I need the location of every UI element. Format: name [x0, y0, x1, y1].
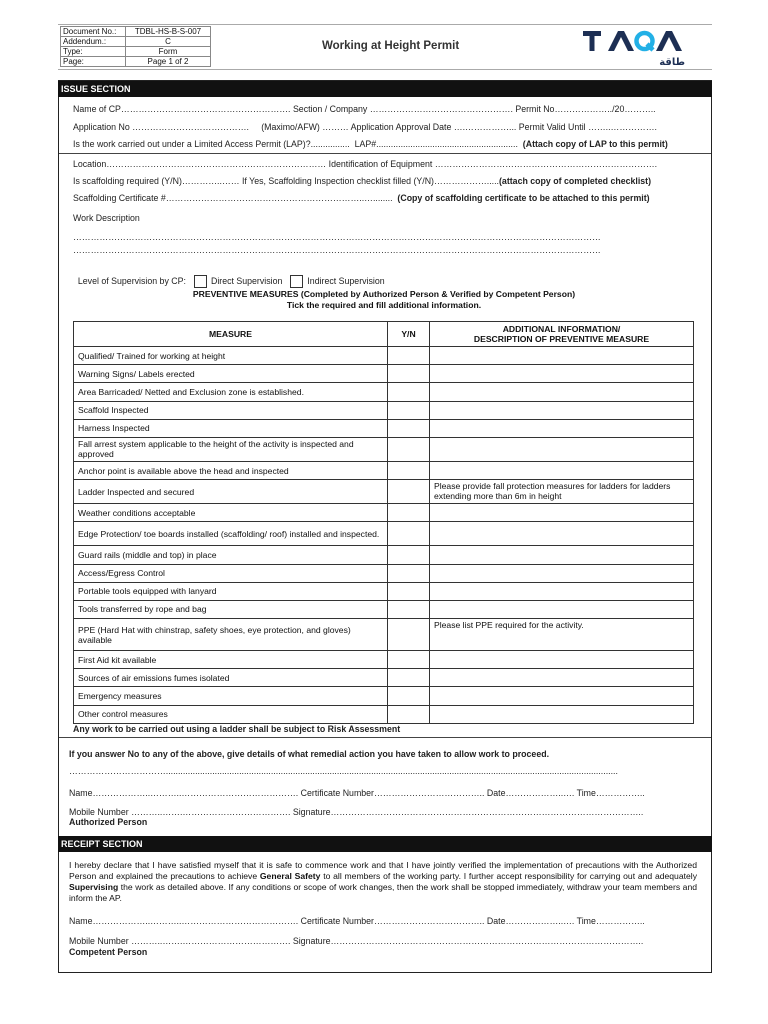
preventive-subheading: Tick the required and fill additional information. — [286, 300, 482, 310]
yn-cell[interactable] — [388, 705, 430, 723]
certificate-attach-note: (Copy of scaffolding certificate to be attached to this permit) — [397, 193, 650, 203]
measure-cell: Ladder Inspected and secured — [74, 480, 388, 504]
measure-row — [74, 419, 694, 437]
declaration-supervising: Supervising — [69, 882, 119, 892]
info-header-line-2: DESCRIPTION OF PREVENTIVE MEASURE — [473, 334, 650, 344]
info-cell[interactable] — [430, 522, 694, 546]
measure-cell: Access/Egress Control — [74, 564, 388, 582]
yn-cell[interactable] — [388, 687, 430, 705]
cp-mobile-line[interactable]: Mobile Number ………..…….………………………………. Signature…………………………………………………………………………………………….. — [69, 936, 644, 946]
cp-name-signoff-line[interactable]: Name………………..………..…………………………………. Certificate Number……………………………….. Date………………..…. Time…………….. — [69, 916, 645, 926]
doc-row — [61, 27, 211, 37]
measure-cell: Scaffold Inspected — [74, 401, 388, 419]
measure-row — [74, 619, 694, 651]
yn-cell[interactable] — [388, 582, 430, 600]
location-line[interactable]: Location………………………………………………………………… Identification of Equipment …………………………………………………………………. — [73, 159, 658, 169]
authorized-person-label: Authorized Person — [69, 817, 148, 827]
certificate-label: Scaffolding Certificate #…………………………………………………………..…........ — [73, 193, 398, 203]
info-cell[interactable] — [430, 651, 694, 669]
yn-cell[interactable] — [388, 383, 430, 401]
info-cell[interactable] — [430, 365, 694, 383]
scaffolding-question: Is scaffolding required (Y/N)…………..…… If Yes, Scaffolding Inspection checklist filled (Y/N)………………..... — [73, 176, 499, 186]
measure-row — [74, 347, 694, 365]
lap-attach-note: (Attach copy of LAP to this permit) — [522, 139, 668, 149]
lap-question: Is the work carried out under a Limited Access Permit (LAP)?................ LAP#.......................................................... — [73, 139, 523, 149]
info-column-header — [430, 322, 694, 347]
work-description-line-1[interactable]: ……………………………………………………………………………………………………………………………………………………………… — [73, 232, 601, 242]
measure-row — [74, 461, 694, 479]
yn-cell[interactable] — [388, 564, 430, 582]
measure-cell: Other control measures — [74, 705, 388, 723]
measure-row — [74, 687, 694, 705]
issue-divider — [59, 153, 711, 154]
measure-column-header: MEASURE — [74, 322, 388, 347]
ap-mobile-line[interactable]: Mobile Number ………..…….………………………………. Signature…………………………………………………………………………………………….. — [69, 807, 644, 817]
receipt-section-bar: RECEIPT SECTION — [58, 836, 712, 852]
measure-row — [74, 582, 694, 600]
measure-row — [74, 546, 694, 564]
yn-cell[interactable] — [388, 419, 430, 437]
measure-cell: Area Barricaded/ Netted and Exclusion zone is established. — [74, 383, 388, 401]
measures-body — [74, 347, 694, 724]
scaffolding-certificate-line[interactable] — [73, 193, 650, 203]
measure-row — [74, 669, 694, 687]
doc-field-label: Type: — [61, 47, 126, 57]
issue-section-bar: ISSUE SECTION — [58, 81, 712, 97]
measure-row — [74, 437, 694, 461]
measure-cell: Tools transferred by rope and bag — [74, 600, 388, 618]
measure-row — [74, 564, 694, 582]
measure-row — [74, 504, 694, 522]
yn-cell[interactable] — [388, 546, 430, 564]
yn-column-header: Y/N — [388, 322, 430, 347]
doc-field-label: Addendum.: — [61, 37, 126, 47]
measure-cell: First Aid kit available — [74, 651, 388, 669]
declaration-general-safety: General Safety — [259, 871, 321, 881]
measure-cell: Harness Inspected — [74, 419, 388, 437]
info-cell[interactable] — [430, 687, 694, 705]
info-cell[interactable]: Please list PPE required for the activity. — [430, 619, 694, 651]
competent-person-label: Competent Person — [69, 947, 148, 957]
preventive-heading: PREVENTIVE MEASURES (Completed by Authorized Person & Verified by Competent Person) — [192, 289, 576, 299]
ladder-risk-note: Any work to be carried out using a ladder shall be subject to Risk Assessment — [73, 724, 401, 734]
info-cell[interactable] — [430, 461, 694, 479]
info-cell[interactable] — [430, 437, 694, 461]
document-info-table — [60, 26, 211, 67]
info-cell[interactable] — [430, 504, 694, 522]
info-cell[interactable] — [430, 582, 694, 600]
yn-cell[interactable] — [388, 522, 430, 546]
yn-cell[interactable] — [388, 347, 430, 365]
indirect-supervision-label: Indirect Supervision — [307, 275, 385, 286]
scaffolding-line[interactable] — [73, 176, 651, 186]
doc-row — [61, 57, 211, 67]
ap-name-line[interactable]: Name………………..………..…………………………………. Certificate Number……………………………….. Date………………..…. Time…………….. — [69, 788, 645, 798]
doc-field-value: C — [126, 37, 211, 47]
lap-line[interactable] — [73, 139, 668, 149]
info-cell[interactable] — [430, 600, 694, 618]
measure-cell: Anchor point is available above the head and inspected — [74, 461, 388, 479]
measure-cell: Emergency measures — [74, 687, 388, 705]
measure-row — [74, 480, 694, 504]
yn-cell[interactable] — [388, 437, 430, 461]
declaration-part-2: to all members of the working party. I further accept responsibility for carrying out and adequately — [320, 871, 697, 881]
measure-cell: Fall arrest system applicable to the height of the activity is inspected and approved — [74, 437, 388, 461]
supervision-row — [73, 265, 385, 288]
doc-row — [61, 47, 211, 57]
yn-cell[interactable] — [388, 619, 430, 651]
logo-arabic-text: طاقة — [659, 57, 685, 68]
checklist-attach-note: (attach copy of completed checklist) — [499, 176, 652, 186]
doc-field-value: TDBL-HS-B-S-007 — [126, 27, 211, 37]
yn-cell[interactable] — [388, 600, 430, 618]
measure-cell: Sources of air emissions fumes isolated — [74, 669, 388, 687]
preventive-measures-table — [73, 321, 694, 724]
measure-cell: PPE (Hard Hat with chinstrap, safety shoes, eye protection, and gloves) available — [74, 619, 388, 651]
measure-cell: Qualified/ Trained for working at height — [74, 347, 388, 365]
table-header-row — [74, 322, 694, 347]
measure-cell: Edge Protection/ toe boards installed (scaffolding/ roof) installed and inspected. — [74, 522, 388, 546]
doc-field-label: Page: — [61, 57, 126, 67]
cp-name-line[interactable]: Name of CP…………………………………………………. Section / Company …………………………………………. Permit No………………../20……….. — [73, 104, 656, 114]
measure-cell: Weather conditions acceptable — [74, 504, 388, 522]
measure-row — [74, 600, 694, 618]
yn-cell[interactable] — [388, 480, 430, 504]
remedial-details-line[interactable]: ……………………………......................................................................................................................................................................................... — [69, 766, 618, 776]
measure-row — [74, 651, 694, 669]
info-cell[interactable] — [430, 383, 694, 401]
info-cell[interactable] — [430, 546, 694, 564]
header-top-rule — [58, 24, 712, 25]
info-cell[interactable] — [430, 705, 694, 723]
yn-cell[interactable] — [388, 365, 430, 383]
yn-cell[interactable] — [388, 651, 430, 669]
doc-field-label: Document No.: — [61, 27, 126, 37]
measure-cell: Warning Signs/ Labels erected — [74, 365, 388, 383]
doc-row — [61, 37, 211, 47]
info-cell[interactable] — [430, 564, 694, 582]
work-description-label: Work Description — [73, 213, 140, 223]
measure-cell: Portable tools equipped with lanyard — [74, 582, 388, 600]
measure-row — [74, 401, 694, 419]
measure-row — [74, 522, 694, 546]
direct-supervision-checkbox[interactable] — [194, 275, 207, 288]
application-line[interactable]: Application No …………………………………. (Maximo/AFW) ……… Application Approval Date ….……………... Permit Valid Until ……..……………. — [73, 122, 657, 132]
yn-cell[interactable] — [388, 401, 430, 419]
yn-cell[interactable] — [388, 461, 430, 479]
yn-cell[interactable] — [388, 669, 430, 687]
info-cell[interactable] — [430, 669, 694, 687]
info-cell[interactable]: Please provide fall protection measures for ladders for ladders extending more than 6m in height — [430, 480, 694, 504]
direct-supervision-label: Direct Supervision — [210, 275, 283, 286]
measure-cell: Guard rails (middle and top) in place — [74, 546, 388, 564]
taqa-logo — [583, 28, 688, 68]
page-title: Working at Height Permit — [322, 40, 460, 52]
receipt-declaration — [69, 860, 697, 904]
work-description-line-2[interactable]: ……………………………………………………………………………………………………………………………………………………………… — [73, 245, 601, 255]
doc-field-value: Form — [126, 47, 211, 57]
info-header-line-1: ADDITIONAL INFORMATION/ — [502, 324, 621, 334]
remedial-note: If you answer No to any of the above, give details of what remedial action you have taken to allow work to proceed. — [69, 749, 550, 759]
measure-row — [74, 383, 694, 401]
doc-field-value: Page 1 of 2 — [126, 57, 211, 67]
declaration-part-3: the work as detailed above. If any conditions or scope of work changes, then the work shall be stopped immediately, withdraw your team members and inform the AP. — [69, 882, 697, 903]
measures-divider — [59, 737, 711, 738]
measure-row — [74, 705, 694, 723]
measure-row — [74, 365, 694, 383]
yn-cell[interactable] — [388, 504, 430, 522]
header-bottom-rule — [58, 69, 712, 70]
declaration-part-1: I hereby declare that I have satisfied myself that it is safe to commence work and that I have jointly verified the implementation of precautions with the Authorized Person and explained the precautions to achieve — [69, 860, 697, 881]
supervision-label: Level of Supervision by CP: — [77, 275, 186, 286]
indirect-supervision-checkbox[interactable] — [290, 275, 303, 288]
info-cell[interactable] — [430, 419, 694, 437]
info-cell[interactable] — [430, 401, 694, 419]
info-cell[interactable] — [430, 347, 694, 365]
